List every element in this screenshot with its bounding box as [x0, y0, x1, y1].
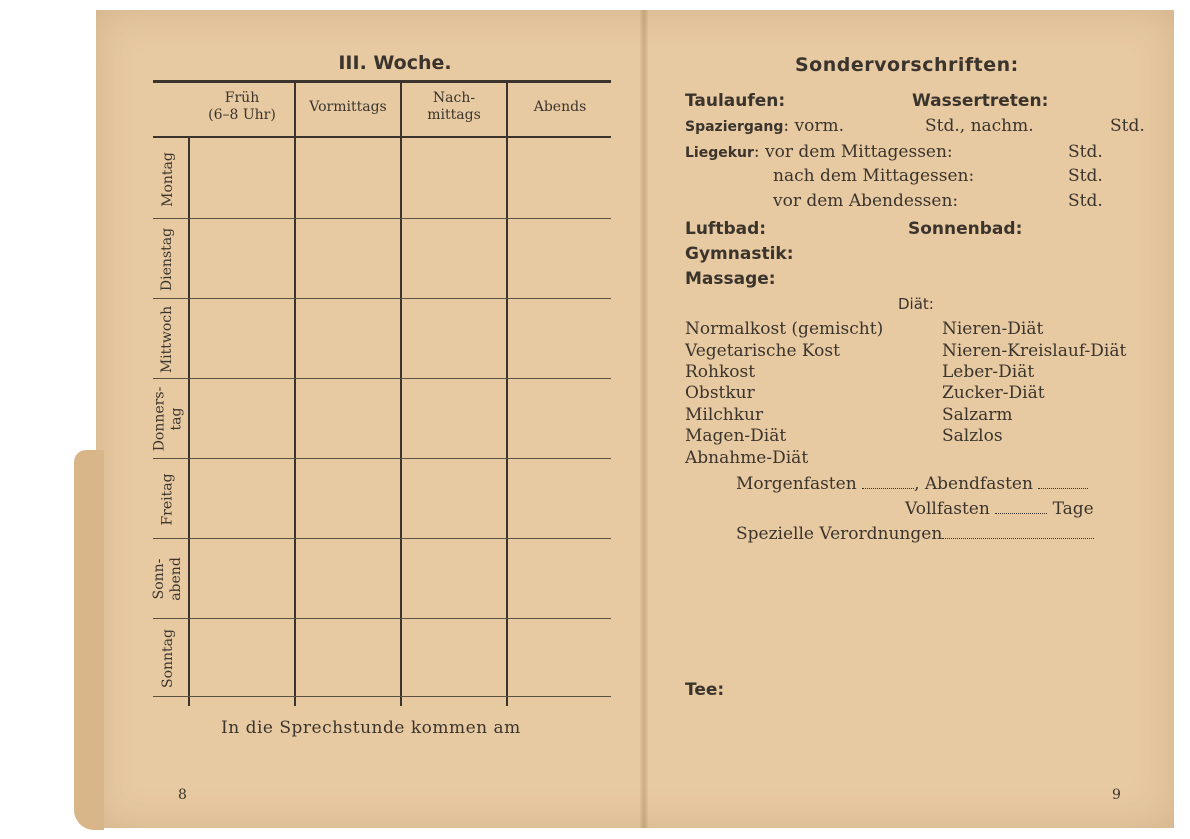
sonnenbad-label: Sonnenbad: [908, 219, 1023, 239]
tee-label: Tee: [685, 680, 725, 700]
vollfasten-label: Vollfasten [905, 499, 990, 519]
diet-item: Nieren-Diät [942, 319, 1044, 339]
day-label-sonntag: Sonntag [159, 628, 176, 688]
spaziergang-row [685, 116, 844, 136]
page-gutter [640, 10, 648, 828]
spaziergang-std-nachm: Std., nachm. [925, 116, 1034, 136]
massage-label: Massage: [685, 269, 776, 289]
column-header-nachmittags: Nach- mittags [427, 90, 481, 123]
liegekur-unit: Std. [1068, 191, 1103, 211]
wassertreten-label: Wassertreten: [912, 91, 1049, 111]
gymnastik-label: Gymnastik: [685, 244, 794, 264]
diet-item: Nieren-Kreislauf-Diät [942, 341, 1127, 361]
diet-item: Obstkur [685, 383, 755, 403]
diet-item: Zucker-Diät [942, 383, 1045, 403]
tage-label: Tage [1052, 499, 1094, 519]
liegekur-label: Liegekur [685, 145, 754, 161]
fasten-row [736, 474, 1088, 494]
grid-hline [153, 378, 611, 379]
taulaufen-label: Taulaufen: [685, 91, 786, 111]
liegekur-text: : vor dem Mittagessen: [753, 142, 953, 162]
vollfasten-field[interactable] [995, 513, 1047, 514]
day-label-dienstag: Dienstag [159, 227, 176, 291]
column-header-abends: Abends [533, 99, 587, 115]
grid-hline [153, 696, 611, 697]
day-label-sonnabend: Sonn- abend [151, 557, 185, 601]
diet-item: Salzarm [942, 405, 1013, 425]
consultation-note: In die Sprechstunde kommen am [221, 718, 521, 738]
liegekur-unit: Std. [1068, 166, 1103, 186]
diet-item: Leber-Diät [942, 362, 1035, 382]
spezielle-row [736, 524, 1094, 544]
spaziergang-label: Spaziergang [685, 119, 784, 135]
day-label-freitag: Freitag [159, 472, 176, 526]
abendfasten-field[interactable] [1038, 488, 1088, 489]
day-label-mittwoch: Mittwoch [159, 305, 176, 373]
page-number-left: 8 [178, 787, 187, 803]
morgenfasten-field[interactable] [862, 488, 914, 489]
grid-vline [188, 138, 190, 706]
grid-hline [153, 538, 611, 539]
column-header-vormittags: Vormittags [309, 99, 387, 115]
grid-hline [153, 618, 611, 619]
morgenfasten-label: Morgenfasten [736, 474, 857, 494]
week-title: III. Woche. [338, 52, 452, 74]
abendfasten-label: , Abendfasten [914, 474, 1033, 494]
diet-item: Milchkur [685, 405, 764, 425]
column-header-frueh: Früh (6–8 Uhr) [208, 90, 276, 123]
diet-item: Normalkost (gemischt) [685, 319, 884, 339]
grid-hline [153, 458, 611, 459]
diaet-heading: Diät: [898, 295, 934, 313]
spezielle-field[interactable] [942, 538, 1094, 539]
paper-edge [74, 450, 104, 830]
diet-item: Vegetarische Kost [685, 341, 840, 361]
grid-vline [400, 83, 402, 706]
spezielle-label: Spezielle Verordnungen [736, 524, 943, 544]
spaziergang-std: Std. [1110, 116, 1145, 136]
diet-item: Rohkost [685, 362, 756, 382]
luftbad-label: Luftbad: [685, 219, 767, 239]
spaziergang-vorm: : vorm. [783, 116, 844, 136]
special-instructions-title: Sondervorschriften: [795, 54, 1019, 76]
diet-item: Magen-Diät [685, 426, 787, 446]
table-top-rule [153, 80, 611, 83]
day-label-donnerstag: Donners- tag [151, 386, 184, 452]
grid-hline [153, 298, 611, 299]
day-label-montag: Montag [159, 151, 176, 207]
liegekur-row-2: nach dem Mittagessen: [773, 166, 975, 186]
liegekur-row-1 [685, 142, 953, 162]
page-number-right: 9 [1112, 787, 1121, 803]
grid-vline [506, 83, 508, 706]
table-header-rule [153, 136, 611, 138]
diet-item: Salzlos [942, 426, 1003, 446]
diet-item: Abnahme-Diät [685, 448, 809, 468]
liegekur-row-3: vor dem Abendessen: [773, 191, 959, 211]
grid-vline [294, 83, 296, 706]
grid-hline [153, 218, 611, 219]
liegekur-unit: Std. [1068, 142, 1103, 162]
vollfasten-row [905, 499, 1094, 519]
